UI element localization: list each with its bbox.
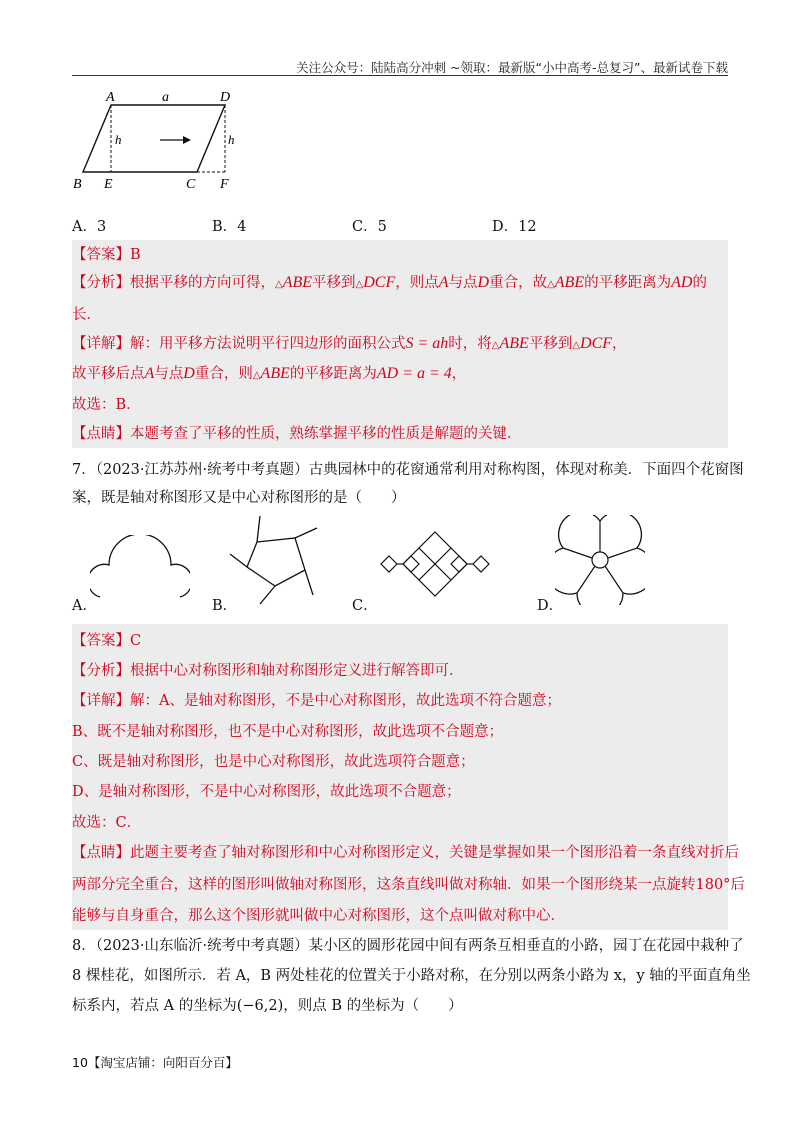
header-rule [72,75,728,76]
label-B: B [73,177,82,192]
window-pattern-c [370,528,500,600]
label-h-left: h [115,132,122,147]
q6-analysis-line2: 长． [72,307,101,323]
q6-analysis-line1: 【分析】根据平移的方向可得，△ABE平移到△DCF，则点A与点D重合，故△ABE的平移距离为AD的 [72,274,707,291]
q8-stem-line1: 8．（2023·山东临沂·统考中考真题）某小区的圆形花园中间有两条互相垂直的小路，园丁在花园中栽种了 [72,938,744,954]
q6-detail-line2: 故平移后点A与点D重合，则△ABE的平移距离为AD = a = 4， [72,365,467,382]
q7-option-c: C． [352,598,378,614]
q7-option-b: B． [212,598,238,614]
window-pattern-d [555,515,645,605]
q6-comment: 【点睛】本题考查了平移的性质，熟练掌握平移的性质是解题的关键． [72,426,522,442]
parallelogram-translation-figure [70,90,250,195]
label-E: E [104,177,113,192]
window-pattern-b [225,512,325,607]
q7-detail-line3: C、既是轴对称图形，也是中心对称图形，故此选项符合题意； [72,754,475,770]
shop-label: 【淘宝店铺：向阳百分百】 [87,1055,238,1070]
q7-stem-line1: 7．（2023·江苏苏州·统考中考真题）古典园林中的花窗通常利用对称构图，体现对称美．下面四个花窗图 [72,462,744,478]
q6-option-c: C．5 [352,219,387,235]
q7-detail-line2: B、既不是轴对称图形，也不是中心对称图形，故此选项不合题意； [72,724,504,740]
q6-detail-line1: 【详解】解：用平移方法说明平行四边形的面积公式S = ah时，将△ABE平移到△DCF， [72,335,627,352]
q8-stem-line3: 标系内，若点 A 的坐标为(−6,2)，则点 B 的坐标为（ ） [72,998,463,1014]
q7-choose: 故选：C． [72,815,142,831]
label-a: a [162,90,169,105]
q6-option-b: B．4 [212,219,247,235]
q7-comment-line3: 能够与自身重合，那么这个图形就叫做中心对称图形，这个点叫做对称中心． [72,908,565,924]
label-D: D [220,90,231,105]
q7-comment-line2: 两部分完全重合，这样的图形叫做轴对称图形，这条直线叫做对称轴．如果一个图形绕某一点旋转180°后 [72,877,745,893]
q6-choose: 故选：B． [72,397,141,413]
q7-detail-line1: 【详解】解：A、是轴对称图形，不是中心对称图形，故此选项不符合题意； [72,693,561,709]
q7-answer: 【答案】C [72,633,142,649]
q7-stem-line2: 案，既是轴对称图形又是中心对称图形的是（ ） [72,490,406,506]
label-h-right: h [228,132,235,147]
window-pattern-a [90,535,190,603]
page-number: 10 [72,1055,88,1070]
page-header: 关注公众号：陆陆高分冲刺 ~领取：最新版“小中高考-总复习”、最新试卷下载 [296,60,728,75]
label-C: C [186,177,196,192]
q7-comment-line1: 【点睛】此题主要考查了轴对称图形和中心对称图形定义，关键是掌握如果一个图形沿着一条直线对折后 [72,845,739,861]
q7-detail-line4: D、是轴对称图形，不是中心对称图形，故此选项不合题意； [72,784,461,800]
page-footer [72,1053,238,1071]
label-A: A [106,90,115,105]
q6-option-a: A．3 [72,219,107,235]
q6-option-d: D．12 [492,219,537,235]
q7-analysis: 【分析】根据中心对称图形和轴对称图形定义进行解答即可． [72,663,464,679]
q6-answer: 【答案】B [72,247,141,263]
q7-option-a: A． [72,598,97,614]
q8-stem-line2: 8 棵桂花，如图所示．若 A，B 两处桂花的位置关于小路对称，在分别以两条小路为 x，y 轴的平面直角坐 [72,968,751,984]
label-F: F [220,177,229,192]
q7-option-d: D． [537,598,564,614]
